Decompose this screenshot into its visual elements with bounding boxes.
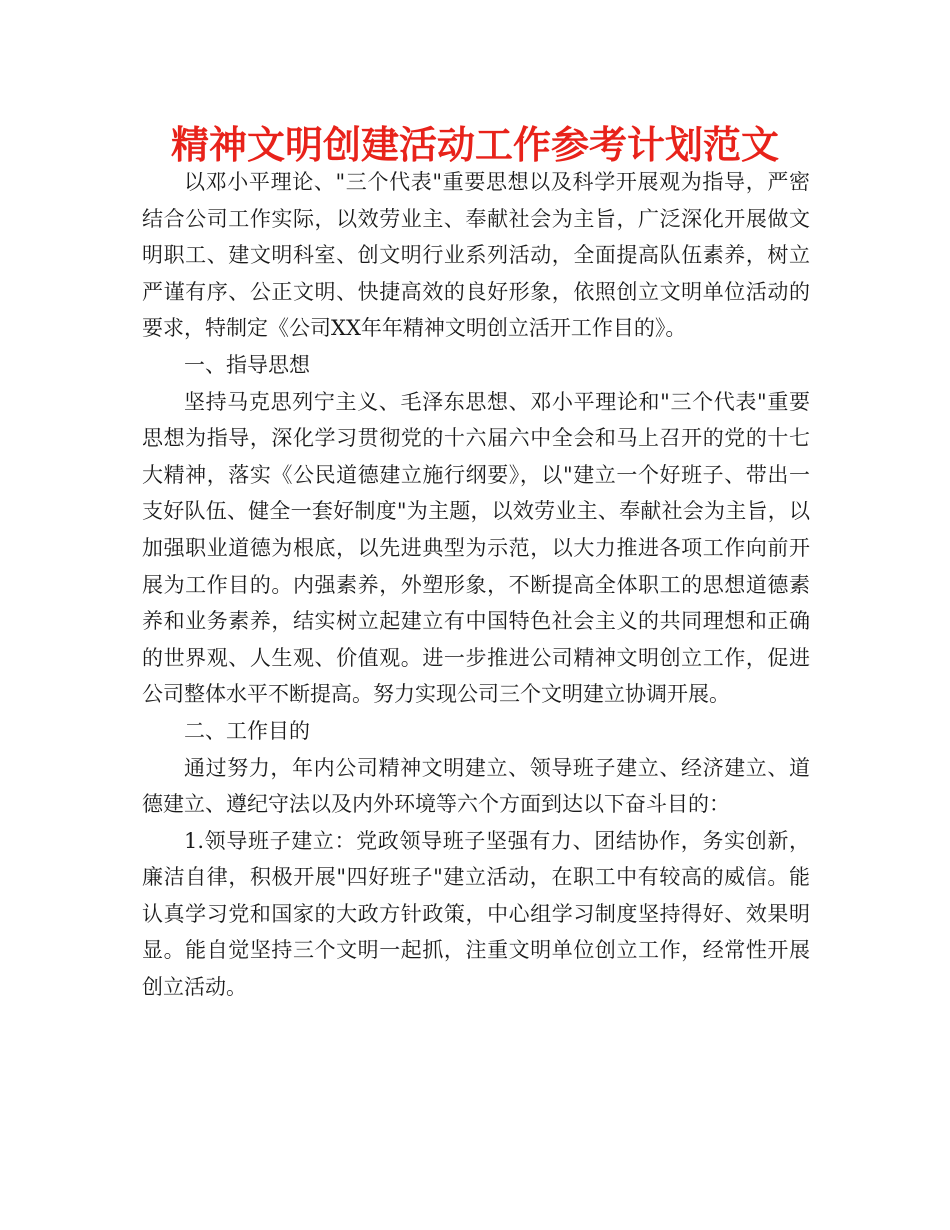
- leadership-team-paragraph: 1.领导班子建立：党政领导班子坚强有力、团结协作，务实创新，廉洁自律，积极开展"四好班子"建立活动，在职工中有较高的威信。能认真学习党和国家的大政方针政策，中心组学习制度坚持得好、效果明显。能自觉坚持三个文明一起抓，注重文明单位创立工作，经常性开展创立活动。: [142, 828, 810, 1000]
- document-title: 精神文明创建活动工作参考计划范文: [170, 123, 779, 167]
- guiding-ideology-paragraph: 坚持马克思列宁主义、毛泽东思想、邓小平理论和"三个代表"重要思想为指导，深化学习贯彻党的十六届六中全会和马上召开的党的十七大精神，落实《公民道德建立施行纲要》，以"建立一个好班子、带出一支好队伍、健全一套好制度"为主题，以效劳业主、奉献社会为主旨，以加强职业道德为根底，以先进典型为示范，以大力推进各项工作向前开展为工作目的。内强素养，外塑形象，不断提高全体职工的思想道德素养和业务素养，结实树立起建立有中国特色社会主义的共同理想和正确的世界观、人生观、价值观。进一步推进公司精神文明创立工作，促进公司整体水平不断提高。努力实现公司三个文明建立协调开展。: [142, 389, 810, 707]
- section-heading-work-goals: 二、工作目的: [184, 718, 310, 743]
- intro-paragraph: 以邓小平理论、"三个代表"重要思想以及科学开展观为指导，严密结合公司工作实际，以效劳业主、奉献社会为主旨，广泛深化开展做文明职工、建文明科室、创文明行业系列活动，全面提高队伍素养，树立严谨有序、公正文明、快捷高效的良好形象，依照创立文明单位活动的要求，特制定《公司XX年年精神文明创立活开工作目的》。: [142, 170, 810, 341]
- work-goals-paragraph: 通过努力，年内公司精神文明建立、领导班子建立、经济建立、道德建立、遵纪守法以及内外环境等六个方面到达以下奋斗目的：: [142, 755, 810, 817]
- document-body: [142, 164, 810, 1006]
- section-heading-guiding-ideology: 一、指导思想: [184, 352, 310, 377]
